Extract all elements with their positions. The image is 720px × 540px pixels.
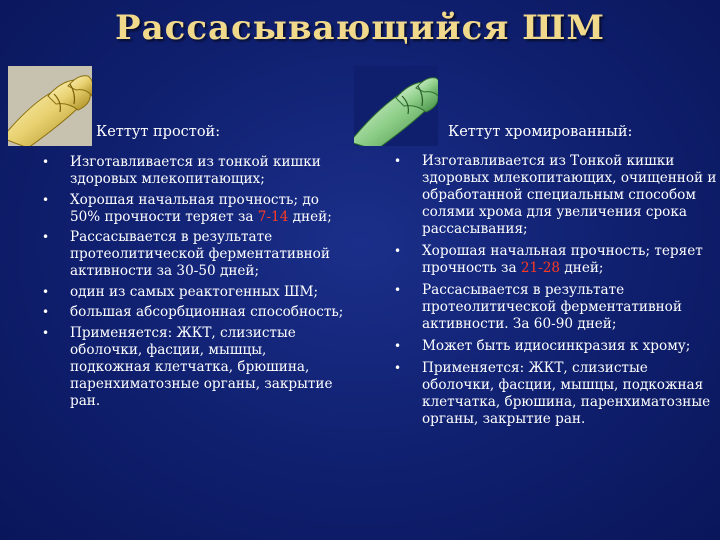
list-item: • большая абсорбционная способность; bbox=[42, 304, 344, 320]
list-item: • Изготавливается из тонкой кишки здоровых млекопитающих; bbox=[42, 154, 321, 187]
catgut-chromic-icon bbox=[354, 66, 438, 146]
bullet-icon: • bbox=[394, 339, 402, 353]
bullet-icon: • bbox=[42, 192, 50, 207]
slide-title: Рассасывающийся ШМ bbox=[115, 8, 605, 48]
list-item: • Рассасывается в результате протеолитической ферментативной активности за 30-50 дней; bbox=[42, 229, 330, 279]
list-item: • Применяется: ЖКТ, слизистые оболочки, фасции, мышцы, подкожная клетчатка, брюшина, паренхиматозные органы, закрытие ран. bbox=[394, 360, 711, 427]
catgut-plain-icon bbox=[8, 66, 92, 146]
bullet-icon: • bbox=[42, 284, 50, 299]
highlight-value: 21-28 bbox=[520, 260, 561, 276]
bullet-icon: • bbox=[42, 155, 50, 169]
bullet-icon: • bbox=[42, 230, 50, 244]
highlight-value: 7-14 bbox=[257, 208, 289, 225]
bullet-icon: • bbox=[394, 154, 402, 168]
list-item: • один из самых реактогенных ШМ; bbox=[42, 283, 319, 300]
bullet-icon: • bbox=[42, 325, 50, 340]
chromic-catgut-heading: Кеттут хромированный: bbox=[448, 124, 633, 140]
chromic-catgut-list bbox=[380, 153, 718, 433]
list-item: • Применяется: ЖКТ, слизистые оболочки, фасции, мышцы, подкожная клетчатка, брюшина, паренхиматозные органы, закрытие ран. bbox=[42, 324, 333, 409]
bullet-icon: • bbox=[394, 361, 402, 375]
plain-catgut-heading: Кеттут простой: bbox=[96, 124, 221, 140]
plain-catgut-list bbox=[28, 154, 346, 413]
list-item: • Хорошая начальная прочность; теряет прочность за 21-28 дней; bbox=[394, 243, 703, 276]
bullet-icon: • bbox=[42, 305, 50, 319]
list-item: • Рассасывается в результате протеолитической ферментативной активности. За 60-90 дней; bbox=[394, 282, 682, 332]
list-item: • Хорошая начальная прочность; до 50% прочности теряет за 7-14 дней; bbox=[42, 191, 332, 225]
bullet-icon: • bbox=[394, 283, 402, 297]
list-item: • Изготавливается из Тонкой кишки здоровых млекопитающих, очищенной и обработанной специальным способом солями хрома для увеличения срока рассасывания; bbox=[394, 153, 717, 237]
list-item: • Может быть идиосинкразия к хрому; bbox=[394, 338, 691, 354]
bullet-icon: • bbox=[394, 244, 402, 258]
